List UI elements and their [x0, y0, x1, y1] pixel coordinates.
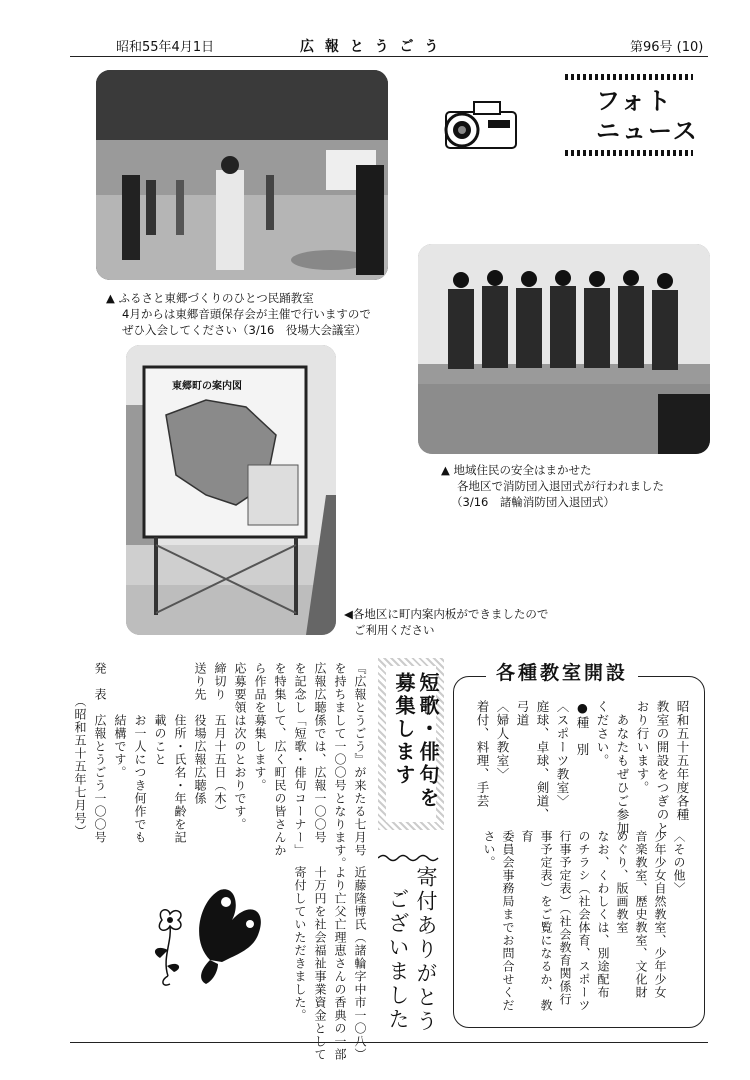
text-column: 結構です。	[113, 662, 127, 779]
caption-line: ▲ 地域住民の安全はまかせた	[441, 463, 592, 477]
tanka-body	[70, 662, 370, 892]
text-column: なお、くわしくは、別途配布	[596, 830, 610, 999]
caption-line: ぜひ入会してください（3/16 役場大会議室）	[122, 323, 367, 337]
text-column: 『広報とうごう』が来たる七月号	[353, 662, 367, 857]
caption-line: （3/16 諸輪消防団入退団式）	[451, 495, 615, 509]
text-column: 〈婦人教室〉	[495, 700, 510, 781]
map-sign-title: 東郷町の案内図	[172, 381, 242, 392]
text-column: 昭和五十五年度各種	[675, 700, 690, 822]
text-column: より亡父亡理恵さんの香典の一部	[333, 866, 347, 1061]
caption-line: 4月からは東郷音頭保存会が主催で行いますので	[122, 307, 371, 321]
text-column: 音楽教室、歴史教室、文化財	[634, 830, 648, 999]
text-column: 送り先 役場広報広聴係	[193, 662, 207, 805]
text-column: を記念し「短歌・俳句コーナー」	[293, 662, 307, 857]
text-column: 〈その他〉	[672, 830, 686, 895]
text-column: あなたもぜひご参加	[615, 700, 630, 835]
photo-news-title-line2: ニュース	[596, 117, 699, 145]
kifu-title-col2: ございました	[386, 888, 410, 1032]
text-column: 着付、料理、手芸	[475, 700, 490, 808]
kyoshitsu-title: 各種教室開設	[486, 658, 638, 685]
text-column: 委員会事務局までお問合せくだ	[501, 830, 515, 1012]
text-column: おり行います。	[635, 700, 650, 795]
kyoshitsu-body-2	[468, 830, 688, 1015]
title-border-bottom	[565, 150, 693, 156]
photo-shobodan	[418, 244, 710, 454]
text-column: 発 表 広報とうごう一〇〇号	[93, 662, 107, 844]
tanka-title	[392, 672, 440, 822]
text-column: お一人につき何作でも	[133, 662, 147, 844]
butterfly-flower-illustration	[140, 880, 270, 990]
text-column: を特集して、広く町民の皆さんか	[273, 662, 287, 857]
caption-annaiban	[344, 606, 548, 638]
header-rule	[70, 56, 708, 57]
tanka-title-col1: 短歌・俳句を	[416, 672, 440, 810]
text-column: 事予定表）をご覧になるか、教育	[520, 830, 553, 1012]
kifu-body	[280, 866, 370, 1066]
photo-news-title-line1: フォト	[596, 87, 673, 115]
kifu-title	[384, 866, 440, 1041]
text-column: 住所・氏名・年齢を記	[173, 662, 187, 844]
tanka-title-col2: 募集します	[392, 672, 416, 787]
text-column: 行事予定表）（社会教育関係行	[558, 830, 572, 1006]
text-column: 応募要領は次のとおりです。	[233, 662, 247, 831]
kifu-title-col1: 寄付ありがとう	[414, 866, 438, 1034]
caption-line: 各地区で消防団入退団式が行われました	[457, 479, 664, 493]
text-column: 〈スポーツ教室〉	[555, 700, 570, 808]
text-column: 十万円を社会福祉事業資金として	[313, 866, 327, 1061]
text-column: 庭球、卓球、剣道、	[535, 700, 550, 822]
text-column: 締切り 五月十五日（木）	[213, 662, 227, 818]
camera-icon	[432, 96, 524, 152]
text-column: 弓道	[515, 700, 530, 727]
text-column: 広報広聴係では、広報一〇〇号	[313, 662, 327, 844]
text-column: ●種 別	[575, 700, 590, 757]
text-column: 少年少女自然教室、少年少女	[653, 830, 667, 999]
header-issue: 第96号 (10)	[630, 40, 704, 55]
caption-line: ▲ ふるさと東郷づくりのひとつ民踊教室	[106, 291, 314, 305]
text-column: さい。	[482, 830, 496, 869]
text-column: 近藤隆博氏（諸輪字中市一〇八）	[353, 866, 367, 1061]
text-column: （昭和五十五年七月号）	[73, 662, 87, 838]
photo-annaiban	[126, 345, 336, 635]
text-column: 載のこと	[153, 662, 167, 766]
caption-line: ◀各地区に町内案内板ができましたので	[344, 607, 549, 621]
kifu-ornament	[378, 848, 440, 858]
photo-news-title	[596, 86, 699, 146]
caption-shobodan	[441, 462, 664, 510]
header-title: 広 報 と う ご う	[300, 39, 442, 55]
text-column: めぐり、版画教室	[615, 830, 629, 934]
caption-line: ご利用ください	[354, 623, 435, 637]
photo-minyo-class	[96, 70, 388, 280]
caption-minyo	[106, 290, 371, 338]
text-column: 教室の開設をつぎのと	[655, 700, 670, 835]
footer-rule	[70, 1042, 708, 1043]
header-date: 昭和55年4月1日	[116, 40, 215, 55]
text-column: ら作品を募集します。	[253, 662, 267, 792]
title-border-top	[565, 74, 693, 80]
text-column: 寄付していただきました。	[293, 866, 307, 1022]
text-column: を持ちまして一〇〇号となります。	[333, 662, 347, 870]
text-column: のチラシ（社会体育、スポーツ	[577, 830, 591, 1012]
text-column: ください。	[595, 700, 610, 768]
